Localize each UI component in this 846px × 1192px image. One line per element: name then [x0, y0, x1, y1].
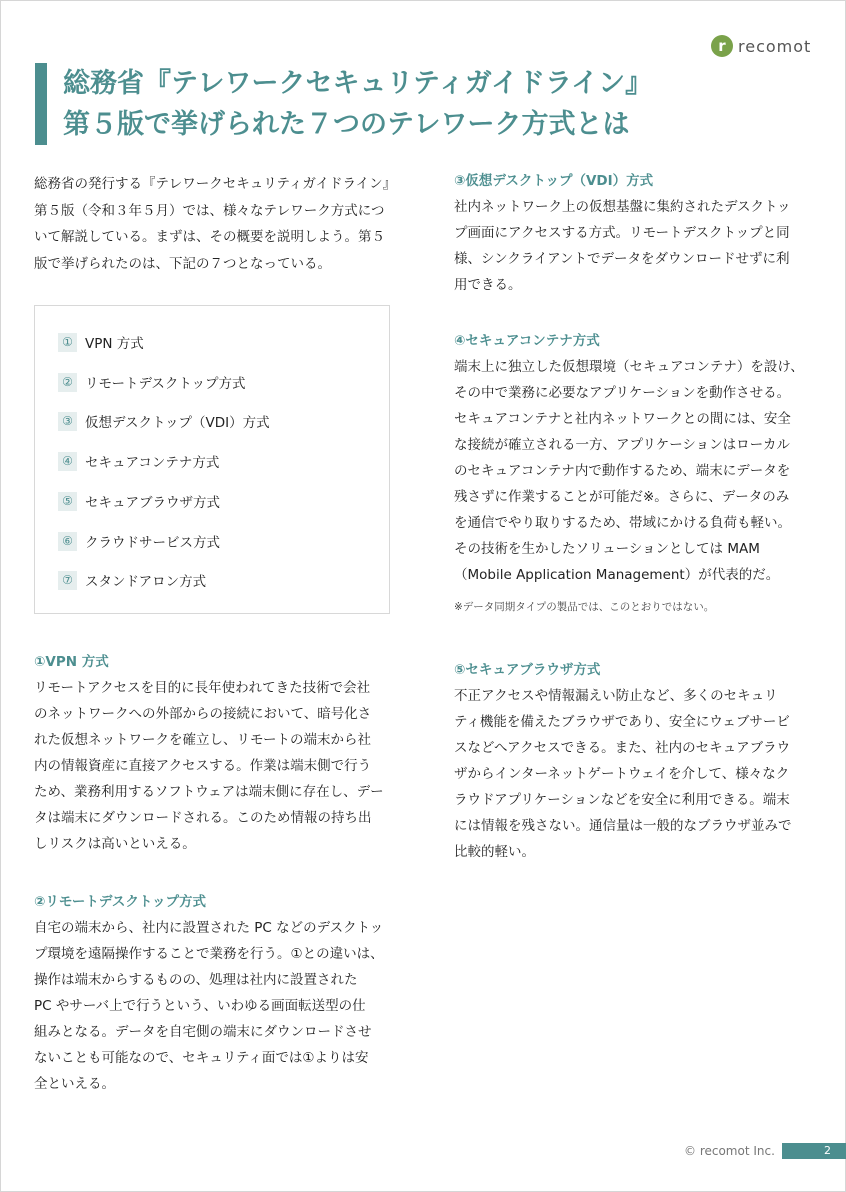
- page-footer: [1, 1143, 845, 1159]
- intro-paragraph: 総務省の発行する『テレワークセキュリティガイドライン』第５版（令和３年５月）では、様々なテレワーク方式について解説している。まずは、その概要を説明しよう。第５版で挙げられたのは、下記の７つとなっている。: [34, 176, 390, 272]
- section-heading: ③仮想デスクトップ（VDI）方式: [454, 173, 654, 189]
- title-accent-bar: [35, 63, 47, 145]
- section-vpn: [34, 649, 394, 857]
- page-number: 2: [782, 1143, 846, 1159]
- section-remote-desktop: [34, 889, 394, 1097]
- section-secure-browser: [454, 657, 814, 865]
- body-line: その技術を生かしたソリューションとしては MAM: [454, 541, 760, 557]
- body-line: 不正アクセスや情報漏えい防止など、多くのセキュリ: [454, 688, 778, 704]
- body-line: タは端末にダウンロードされる。このため情報の持ち出: [34, 810, 372, 826]
- list-number-badge: ⑦: [58, 571, 77, 590]
- body-line: ティ機能を備えたブラウザであり、安全にウェブサービ: [454, 714, 790, 730]
- body-line: ないことも可能なので、セキュリティ面では①よりは安: [34, 1050, 369, 1066]
- section-heading: ②リモートデスクトップ方式: [34, 894, 206, 910]
- title-line-2: 第５版で挙げられた７つのテレワーク方式とは: [63, 109, 630, 140]
- logo-mark-icon: r: [711, 35, 733, 57]
- list-number-badge: ①: [58, 333, 77, 352]
- body-line: 用できる。: [454, 277, 522, 293]
- list-item-label: セキュアブラウザ方式: [85, 495, 220, 511]
- body-line: のネットワークへの外部からの接続において、暗号化さ: [34, 706, 372, 722]
- list-number-badge: ③: [58, 412, 77, 431]
- body-line: リモートアクセスを目的に長年使われてきた技術で会社: [34, 680, 371, 696]
- logo-text: recomot: [738, 36, 812, 56]
- title-line-1: 総務省『テレワークセキュリティガイドライン』: [63, 68, 653, 99]
- body-line: ため、業務利用するソフトウェアは端末側に存在し、デー: [34, 784, 384, 800]
- body-line: を通信でやり取りするため、帯域にかける負荷も軽い。: [454, 515, 791, 531]
- list-number-badge: ④: [58, 452, 77, 471]
- body-line: セキュアコンテナと社内ネットワークとの間には、安全: [454, 411, 791, 427]
- section-heading: ⑤セキュアブラウザ方式: [454, 662, 601, 678]
- body-line: 様、シンクライアントでデータをダウンロードせずに利: [454, 251, 790, 267]
- body-line: には情報を残さない。通信量は一般的なブラウザ並みで: [454, 818, 792, 834]
- body-line: ザからインターネットゲートウェイを介して、様々なク: [454, 766, 790, 782]
- page-title: [63, 63, 652, 145]
- section-secure-container: [454, 328, 814, 620]
- list-item: [58, 531, 220, 551]
- list-number-badge: ⑥: [58, 532, 77, 551]
- methods-list-box: [34, 305, 390, 614]
- body-line: 残さずに作業することが可能だ※。さらに、データのみ: [454, 489, 790, 505]
- body-line: プ環境を遠隔操作することで業務を行う。①との違いは、: [34, 946, 384, 962]
- page-title-block: [35, 63, 785, 145]
- list-item: [58, 570, 206, 590]
- body-line: プ画面にアクセスする方式。リモートデスクトップと同: [454, 225, 790, 241]
- list-item: [58, 411, 270, 431]
- copyright-text: © recomot Inc.: [684, 1144, 775, 1158]
- body-line: 操作は端末からするものの、処理は社内に設置された: [34, 972, 358, 988]
- list-number-badge: ②: [58, 373, 77, 392]
- list-item-label: VPN 方式: [85, 336, 144, 352]
- body-line: 内の情報資産に直接アクセスする。作業は端末側で行う: [34, 758, 372, 774]
- body-line: れた仮想ネットワークを確立し、リモートの端末から社: [34, 732, 371, 748]
- body-line: （Mobile Application Management）が代表的だ。: [454, 567, 780, 583]
- body-line: な接続が確立される一方、アプリケーションはローカル: [454, 437, 790, 453]
- list-item-label: リモートデスクトップ方式: [85, 376, 246, 392]
- body-line: しリスクは高いといえる。: [34, 836, 196, 852]
- recomot-logo: [711, 35, 811, 57]
- body-line: PC やサーバ上で行うという、いわゆる画面転送型の仕: [34, 998, 366, 1014]
- body-line: 全といえる。: [34, 1076, 115, 1092]
- body-line: スなどへアクセスできる。また、社内のセキュアブラウ: [454, 740, 791, 756]
- body-line: 比較的軽い。: [454, 844, 535, 860]
- section-heading: ①VPN 方式: [34, 654, 109, 670]
- body-line: ラウドアプリケーションなどを安全に利用できる。端末: [454, 792, 790, 808]
- footnote: ※データ同期タイプの製品では、このとおりではない。: [454, 601, 715, 613]
- body-line: 組みとなる。データを自宅側の端末にダウンロードさせ: [34, 1024, 372, 1040]
- body-line: 社内ネットワーク上の仮想基盤に集約されたデスクトッ: [454, 199, 791, 215]
- body-line: その中で業務に必要なアプリケーションを動作させる。: [454, 385, 791, 401]
- list-item-label: スタンドアロン方式: [85, 574, 207, 590]
- section-heading: ④セキュアコンテナ方式: [454, 333, 600, 349]
- list-item: [58, 372, 246, 392]
- body-line: のセキュアコンテナ内で動作するため、端末にデータを: [454, 463, 791, 479]
- list-number-badge: ⑤: [58, 492, 77, 511]
- list-item-label: クラウドサービス方式: [85, 535, 220, 551]
- list-item: [58, 451, 219, 471]
- list-item: [58, 491, 220, 511]
- section-vdi: [454, 168, 814, 298]
- list-item-label: 仮想デスクトップ（VDI）方式: [85, 415, 270, 431]
- body-line: 自宅の端末から、社内に設置された PC などのデスクトッ: [34, 920, 384, 936]
- list-item: [58, 332, 144, 352]
- list-item-label: セキュアコンテナ方式: [85, 455, 220, 471]
- body-line: 端末上に独立した仮想環境（セキュアコンテナ）を設け、: [454, 359, 804, 375]
